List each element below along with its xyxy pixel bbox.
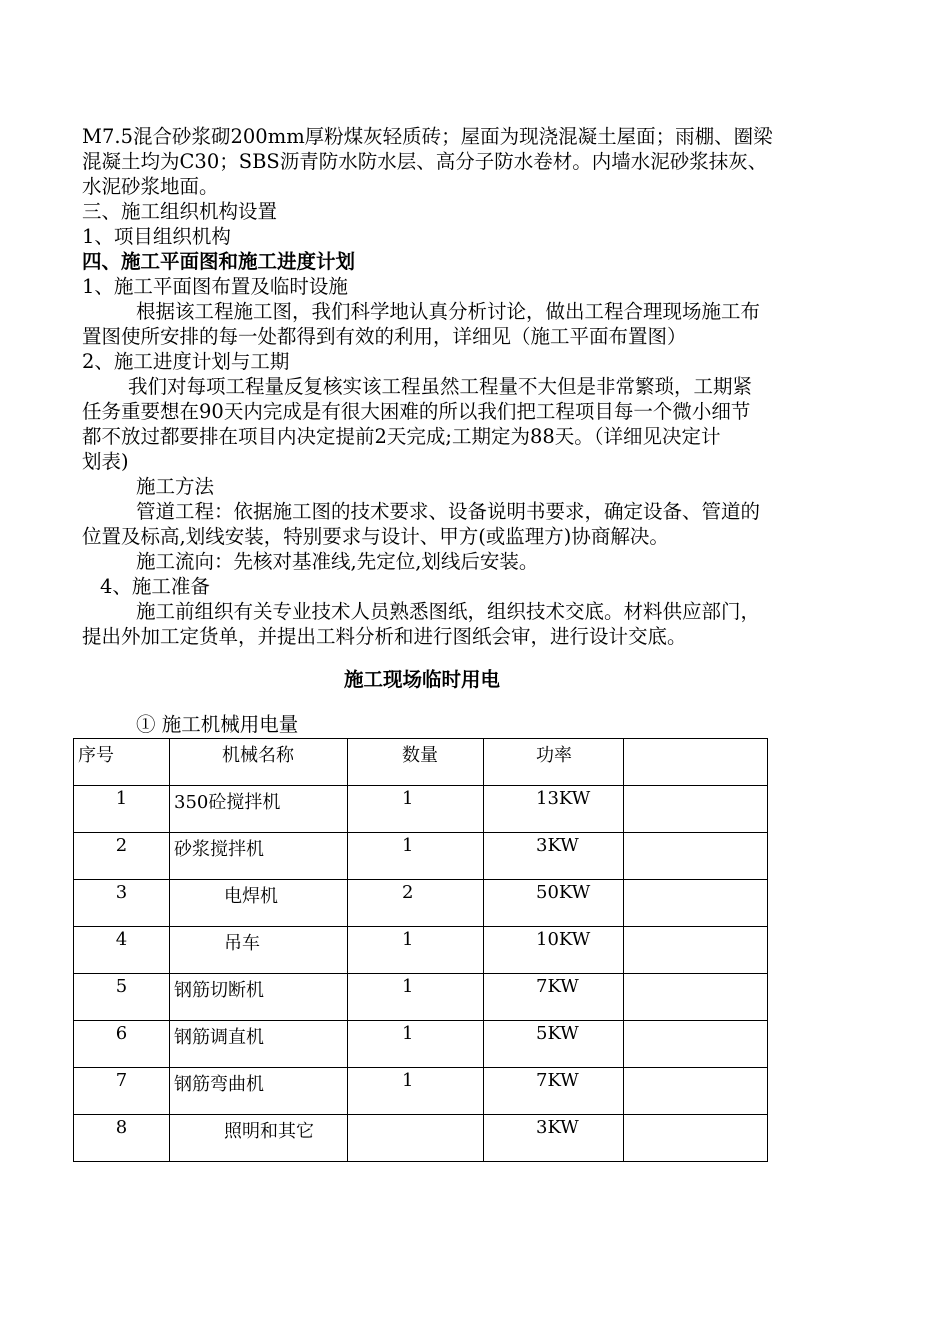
header-cell: 数量 — [348, 739, 484, 786]
subsection-heading: 4、施工准备 — [100, 575, 210, 598]
header-cell: 机械名称 — [170, 739, 348, 786]
empty-cell — [624, 927, 768, 974]
machine-power-table — [73, 738, 768, 1162]
row-index: 1 — [74, 786, 170, 833]
power: 3KW — [484, 833, 624, 880]
quantity: 1 — [348, 1021, 484, 1068]
table-row — [74, 1021, 768, 1068]
empty-cell — [624, 833, 768, 880]
paragraph-line: 施工流向：先核对基准线,先定位,划线后安装。 — [136, 550, 539, 573]
machine-name: 砂浆搅拌机 — [170, 833, 348, 880]
machine-name: 钢筋调直机 — [170, 1021, 348, 1068]
paragraph-line: 我们对每项工程量反复核实该工程虽然工程量不大但是非常繁琐，工期紧 — [128, 375, 753, 398]
paragraph-line: 都不放过都要排在项目内决定提前2天完成;工期定为88天。（详细见决定计 — [82, 425, 721, 448]
paragraph-line: 提出外加工定货单，并提出工料分析和进行图纸会审，进行设计交底。 — [82, 625, 687, 648]
quantity — [348, 1115, 484, 1162]
table-header-row — [74, 739, 768, 786]
subsection-heading: 1、施工平面图布置及临时设施 — [82, 275, 348, 298]
machine-name: 钢筋切断机 — [170, 974, 348, 1021]
power: 50KW — [484, 880, 624, 927]
paragraph-line: 置图使所安排的每一处都得到有效的利用，详细见（施工平面布置图） — [82, 325, 687, 348]
empty-cell — [624, 880, 768, 927]
table-caption: ① 施工机械用电量 — [136, 713, 299, 736]
machine-name: 350砼搅拌机 — [170, 786, 348, 833]
paragraph-line: 任务重要想在90天内完成是有很大困难的所以我们把工程项目每一个微小细节 — [82, 400, 751, 423]
empty-cell — [624, 1021, 768, 1068]
row-index: 3 — [74, 880, 170, 927]
header-cell — [624, 739, 768, 786]
section-heading: 三、施工组织机构设置 — [82, 200, 278, 223]
paragraph-line: 位置及标高,划线安装，特别要求与设计、甲方(或监理方)协商解决。 — [82, 525, 669, 548]
subsection-heading: 1、项目组织机构 — [82, 225, 231, 248]
row-index: 5 — [74, 974, 170, 1021]
table-row — [74, 786, 768, 833]
row-index: 2 — [74, 833, 170, 880]
row-index: 6 — [74, 1021, 170, 1068]
quantity: 2 — [348, 880, 484, 927]
row-index: 7 — [74, 1068, 170, 1115]
paragraph-line: 划表) — [82, 450, 129, 473]
table-row — [74, 927, 768, 974]
header-cell: 序号 — [74, 739, 170, 786]
table-row — [74, 833, 768, 880]
quantity: 1 — [348, 927, 484, 974]
power: 10KW — [484, 927, 624, 974]
quantity: 1 — [348, 1068, 484, 1115]
method-title: 施工方法 — [136, 475, 215, 498]
table-row — [74, 880, 768, 927]
row-index: 8 — [74, 1115, 170, 1162]
power: 7KW — [484, 1068, 624, 1115]
table-row — [74, 1068, 768, 1115]
row-index: 4 — [74, 927, 170, 974]
machine-name: 钢筋弯曲机 — [170, 1068, 348, 1115]
quantity: 1 — [348, 833, 484, 880]
paragraph-line: 混凝土均为C30；SBS沥青防水防水层、高分子防水卷材。内墙水泥砂浆抹灰、 — [82, 150, 768, 173]
power: 13KW — [484, 786, 624, 833]
empty-cell — [624, 1068, 768, 1115]
paragraph-line: 水泥砂浆地面。 — [82, 175, 219, 198]
quantity: 1 — [348, 786, 484, 833]
table-row — [74, 1115, 768, 1162]
paragraph-line: 施工前组织有关专业技术人员熟悉图纸，组织技术交底。材料供应部门， — [136, 600, 761, 623]
empty-cell — [624, 786, 768, 833]
power: 3KW — [484, 1115, 624, 1162]
empty-cell — [624, 974, 768, 1021]
section-title: 施工现场临时用电 — [343, 668, 500, 691]
section-heading-bold: 四、施工平面图和施工进度计划 — [82, 250, 356, 273]
empty-cell — [624, 1115, 768, 1162]
machine-name: 吊车 — [170, 927, 348, 974]
power: 5KW — [484, 1021, 624, 1068]
subsection-heading: 2、施工进度计划与工期 — [82, 350, 290, 373]
power: 7KW — [484, 974, 624, 1021]
quantity: 1 — [348, 974, 484, 1021]
paragraph-line: 根据该工程施工图，我们科学地认真分析讨论，做出工程合理现场施工布 — [136, 300, 761, 323]
header-cell: 功率 — [484, 739, 624, 786]
paragraph-line: M7.5混合砂浆砌200mm厚粉煤灰轻质砖；屋面为现浇混凝土屋面；雨棚、圈梁 — [82, 125, 773, 148]
machine-name: 电焊机 — [170, 880, 348, 927]
machine-name: 照明和其它 — [170, 1115, 348, 1162]
paragraph-line: 管道工程：依据施工图的技术要求、设备说明书要求，确定设备、管道的 — [136, 500, 761, 523]
table-row — [74, 974, 768, 1021]
